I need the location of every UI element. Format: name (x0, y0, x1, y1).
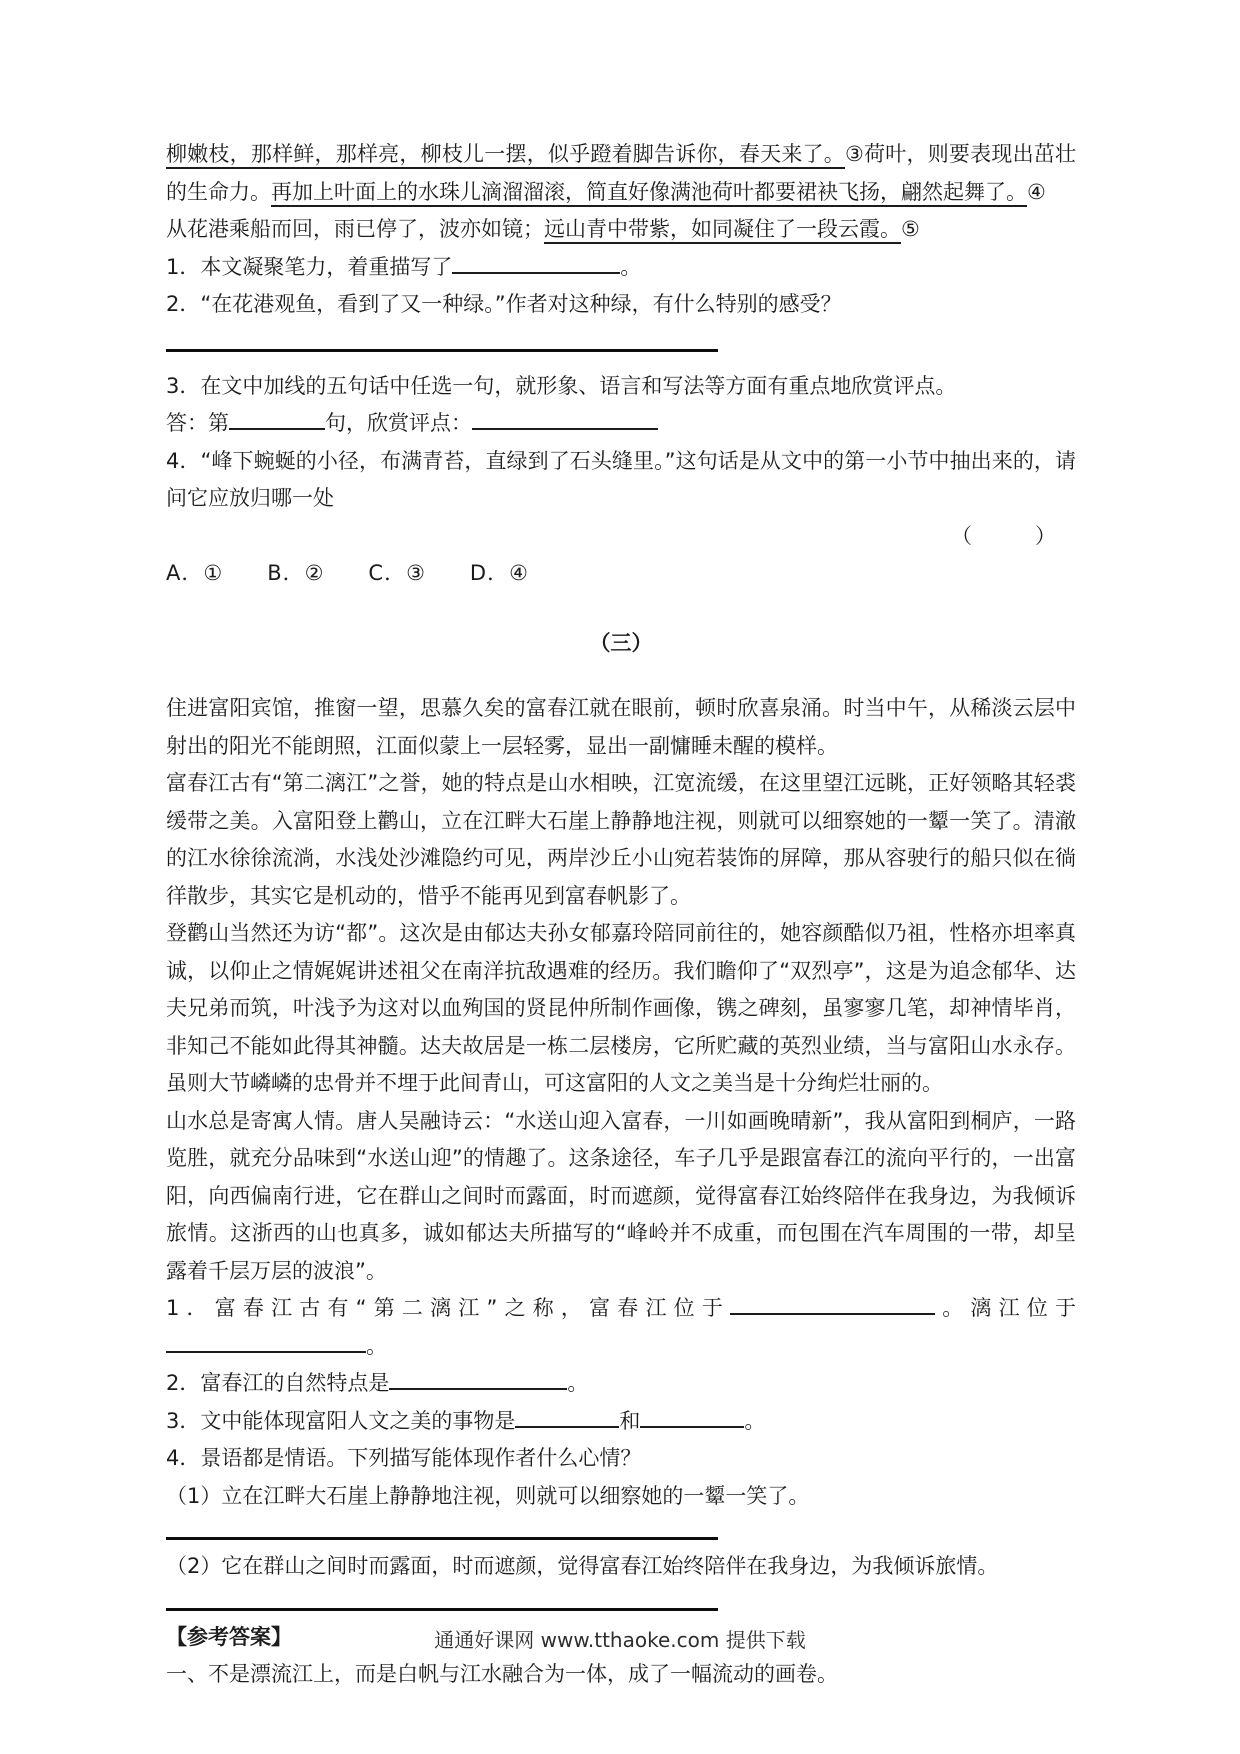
question-3-answer-line (166, 405, 1076, 443)
question-4: 4．“峰下蜿蜒的小径，布满青苔，直绿到了石头缝里。”这句话是从文中的第一小节中抽出来的，请问它应放归哪一处 (166, 448, 1076, 510)
text-run: 。漓江位于 (935, 1296, 1076, 1320)
fill-in-blank (389, 1369, 567, 1390)
answer-bracket: （ ） (951, 523, 1056, 548)
answer-rule (166, 1608, 718, 1611)
text-run: ③荷叶，则要表现出茁壮的生命力。 (166, 142, 1077, 204)
answer-rule (166, 1537, 718, 1540)
text-run: 3．文中能体现富阳人文之美的事物是 (166, 1408, 516, 1433)
underlined-text: 远山青中带紫，如同凝住了一段云霞。 (544, 217, 901, 244)
fill-in-blank (472, 409, 658, 430)
question-4-sub-1: （1）立在江畔大石崖上静静地注视，则就可以细察她的一颦一笑了。 (166, 1483, 810, 1508)
fill-in-blank (515, 1407, 619, 1428)
section-heading: （三） (589, 630, 653, 655)
text-run: ④ (1027, 179, 1046, 204)
site-footer: 通通好课网 www.tthaoke.com 提供下载 (434, 1628, 806, 1652)
question-1 (166, 249, 1076, 287)
passage-paragraph: 登鹳山当然还为访“都”。这次是由郁达夫孙女郁嘉玲陪同前往的，她容颜酷似乃祖，性格亦坦率真诚，以仰止之情娓娓讲述祖父在南洋抗敌遇难的经历。我们瞻仰了“双烈亭”，这是为追念郁华、达夫兄弟而筑，叶浅予为这对以血殉国的贤昆仲所制作画像，镌之碑刻，虽寥寥几笔，却神情毕肖，非知己不能如此得其神髓。达夫故居是一栋二层楼房，它所贮藏的英烈业绩，当与富阳山水永存。虽则大节嶙嶙的忠骨并不埋于此间青山，可这富阳的人文之美当是十分绚烂壮丽的。 (166, 921, 1076, 1095)
text-run: 答：第 (166, 411, 229, 435)
text-run: 1．本文凝聚笔力，着重描写了 (166, 254, 453, 279)
passage-paragraph: 山水总是寄寓人情。唐人吴融诗云：“水送山迎入富春，一川如画晚晴新”，我从富阳到桐庐，一路览胜，就充分品味到“水送山迎”的情趣了。这条途径，车子几乎是跟富春江的流向平行的，一出富阳，向西偏南行进，它在群山之间时而露面，时而遮颜，觉得富春江始终陪伴在我身边，为我倾诉旅情。这浙西的山也真多，诚如郁达夫所描写的“峰岭并不成重，而包围在汽车周围的一带，却呈露着千层万层的波浪”。 (166, 1108, 1076, 1283)
question-4-sub-2: （2）它在群山之间时而露面，时而遮颜，觉得富春江始终陪伴在我身边，为我倾诉旅情。 (166, 1554, 999, 1578)
text-run: 。 (366, 1333, 387, 1358)
question-1 (166, 1290, 1076, 1365)
text-run: 。 (567, 1371, 589, 1395)
choice-options: A．① B．② C．③ D．④ (166, 561, 529, 585)
passage-paragraph: 住进富阳宾馆，推窗一望，思慕久矣的富春江就在眼前，顿时欣喜泉涌。时当中午，从稀淡云层中射出的阳光不能朗照，江面似蒙上一层轻雾，显出一副慵睡未醒的模样。 (166, 696, 1076, 758)
fill-in-blank (166, 1332, 366, 1353)
question-2: 2．“在花港观鱼，看到了又一种绿。”作者对这种绿，有什么特别的感受？ (166, 292, 842, 316)
text-run: 1．富春江古有“第二漓江”之称，富春江位于 (166, 1296, 731, 1320)
answer-rule (166, 349, 718, 352)
passage-paragraph (166, 136, 1076, 211)
text-run: 从花港乘船而回，雨已停了，波亦如镜； (166, 217, 544, 241)
reference-answer-item: 一、不是漂流江上，而是白帆与江水融合为一体，成了一幅流动的画卷。 (166, 1662, 838, 1686)
reference-answer-heading: 【参考答案】 (166, 1624, 292, 1649)
text-run: 2．富春江的自然特点是 (166, 1371, 390, 1395)
text-run: 。 (620, 254, 642, 279)
question-2 (166, 1365, 1076, 1403)
text-run: 。 (744, 1408, 766, 1433)
passage-paragraph: 富春江古有“第二漓江”之誉，她的特点是山水相映，江宽流缓，在这里望江远眺，正好领略其轻裘缓带之美。入富阳登上鹳山，立在江畔大石崖上静静地注视，则就可以细察她的一颦一笑了。清澈的江水徐徐流淌，水浅处沙滩隐约可见，两岸沙丘小山宛若装饰的屏障，那从容驶行的船只似在徜徉散步，其实它是机动的，惜乎不能再见到富春帆影了。 (166, 771, 1076, 908)
underlined-text: 再加上叶面上的水珠儿滴溜溜滚，简直好像满池荷叶都要裙袂飞扬，翩然起舞了。 (271, 180, 1027, 207)
question-3 (166, 1403, 1076, 1441)
fill-in-blank (229, 409, 325, 430)
question-3: 3．在文中加线的五句话中任选一句，就形象、语言和写法等方面有重点地欣赏评点。 (166, 373, 957, 398)
text-run: 句，欣赏评点： (325, 411, 472, 435)
question-4: 4．景语都是情语。下列描写能体现作者什么心情？ (166, 1446, 642, 1470)
text-run: ⑤ (901, 217, 920, 241)
fill-in-blank (640, 1407, 744, 1428)
fill-in-blank (730, 1294, 935, 1315)
text-run: 和 (619, 1408, 641, 1433)
fill-in-blank (452, 253, 620, 274)
underlined-text: 柳嫩枝，那样鲜，那样亮，柳枝儿一摆，似乎蹬着脚告诉你，春天来了。 (166, 142, 845, 169)
passage-paragraph (166, 211, 1076, 249)
